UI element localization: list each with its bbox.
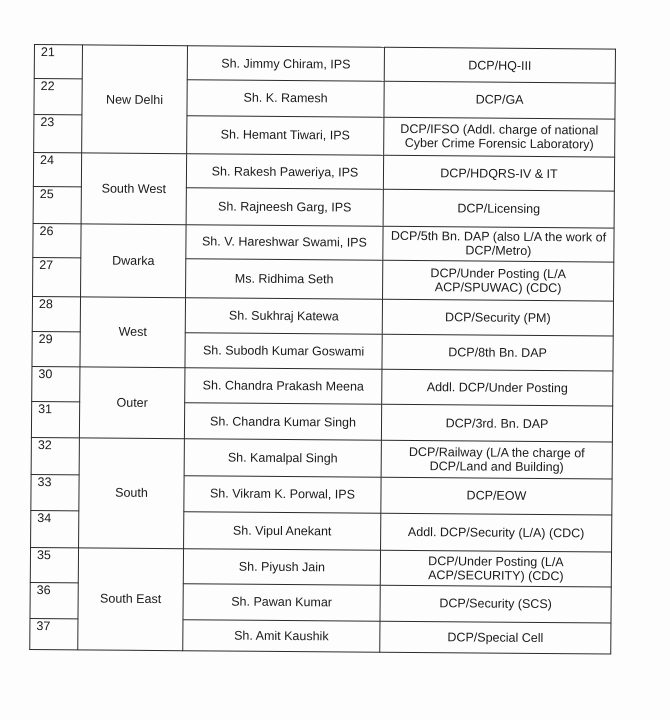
officer-name-cell: Sh. Chandra Kumar Singh [184, 403, 381, 440]
table-row [34, 45, 615, 84]
serial-number-cell: 24 [33, 153, 81, 188]
posting-cell: DCP/EOW [381, 477, 612, 514]
region-cell: South West [81, 153, 187, 224]
serial-number-cell: 22 [34, 79, 82, 115]
table-row [31, 437, 612, 479]
serial-number-cell: 36 [30, 583, 78, 619]
region-cell: Dwarka [81, 224, 187, 298]
table-row [30, 547, 611, 587]
region-cell: New Delhi [82, 45, 188, 154]
officer-name-cell: Sh. V. Hareshwar Swami, IPS [186, 224, 383, 260]
posting-cell: DCP/8th Bn. DAP [382, 334, 613, 371]
officer-name-cell: Sh. Rakesh Paweriya, IPS [186, 154, 383, 190]
officer-name-cell: Sh. Kamalpal Singh [184, 439, 381, 478]
posting-cell: DCP/Special Cell [380, 621, 611, 654]
postings-table-body [30, 45, 616, 655]
postings-table [29, 44, 616, 655]
table-row [32, 296, 613, 336]
officer-name-cell: Sh. Piyush Jain [183, 549, 380, 586]
serial-number-cell: 27 [33, 258, 81, 297]
serial-number-cell: 29 [32, 331, 80, 367]
table-row [33, 223, 614, 262]
posting-cell: DCP/Under Posting (L/A ACP/SPUWAC) (CDC) [383, 260, 614, 300]
officer-name-cell: Sh. Amit Kaushik [183, 619, 380, 652]
serial-number-cell: 30 [32, 367, 80, 403]
officer-name-cell: Sh. K. Ramesh [187, 80, 384, 117]
serial-number-cell: 34 [31, 510, 79, 548]
posting-cell: DCP/Railway (L/A the charge of DCP/Land and Building) [381, 440, 612, 479]
officer-name-cell: Sh. Jimmy Chiram, IPS [187, 46, 384, 82]
officer-name-cell: Sh. Vikram K. Porwal, IPS [184, 476, 381, 513]
posting-cell: DCP/5th Bn. DAP (also L/A the work of DCP/Metro) [383, 226, 614, 262]
posting-cell: DCP/GA [384, 82, 615, 119]
region-cell: Outer [79, 367, 185, 438]
officer-name-cell: Sh. Vipul Anekant [184, 511, 381, 550]
serial-number-cell: 26 [33, 223, 81, 258]
serial-number-cell: 23 [34, 114, 82, 153]
region-cell: West [80, 296, 186, 367]
officer-name-cell: Sh. Pawan Kumar [183, 584, 380, 621]
region-cell: South East [78, 548, 184, 651]
posting-cell: DCP/HQ-III [384, 47, 615, 83]
serial-number-cell: 31 [31, 402, 79, 438]
serial-number-cell: 37 [30, 618, 78, 650]
serial-number-cell: 33 [31, 475, 79, 511]
officer-name-cell: Sh. Hemant Tiwari, IPS [187, 115, 384, 155]
posting-cell: Addl. DCP/Under Posting [382, 369, 613, 406]
posting-cell: DCP/Licensing [383, 190, 614, 228]
posting-cell: DCP/Under Posting (L/A ACP/SECURITY) (CDC) [380, 550, 611, 587]
posting-cell: DCP/Security (SCS) [380, 586, 611, 623]
officer-name-cell: Sh. Sukhraj Katewa [185, 297, 382, 334]
posting-cell: Addl. DCP/Security (L/A) (CDC) [381, 513, 612, 552]
officer-name-cell: Sh. Rajneesh Garg, IPS [186, 188, 383, 226]
posting-cell: DCP/HDQRS-IV & IT [383, 155, 614, 191]
serial-number-cell: 21 [34, 45, 82, 80]
serial-number-cell: 32 [31, 437, 79, 475]
region-cell: South [79, 438, 185, 549]
serial-number-cell: 35 [30, 547, 78, 583]
posting-cell: DCP/3rd. Bn. DAP [381, 405, 612, 442]
serial-number-cell: 28 [32, 296, 80, 332]
officer-name-cell: Sh. Chandra Prakash Meena [185, 368, 382, 405]
table-row [32, 367, 613, 407]
serial-number-cell: 25 [33, 187, 81, 224]
posting-cell: DCP/IFSO (Addl. charge of national Cyber Crime Forensic Laboratory) [384, 117, 615, 157]
officer-name-cell: Sh. Subodh Kumar Goswami [185, 333, 382, 370]
officer-name-cell: Ms. Ridhima Seth [186, 259, 383, 299]
table-row [33, 153, 614, 192]
posting-cell: DCP/Security (PM) [382, 299, 613, 336]
